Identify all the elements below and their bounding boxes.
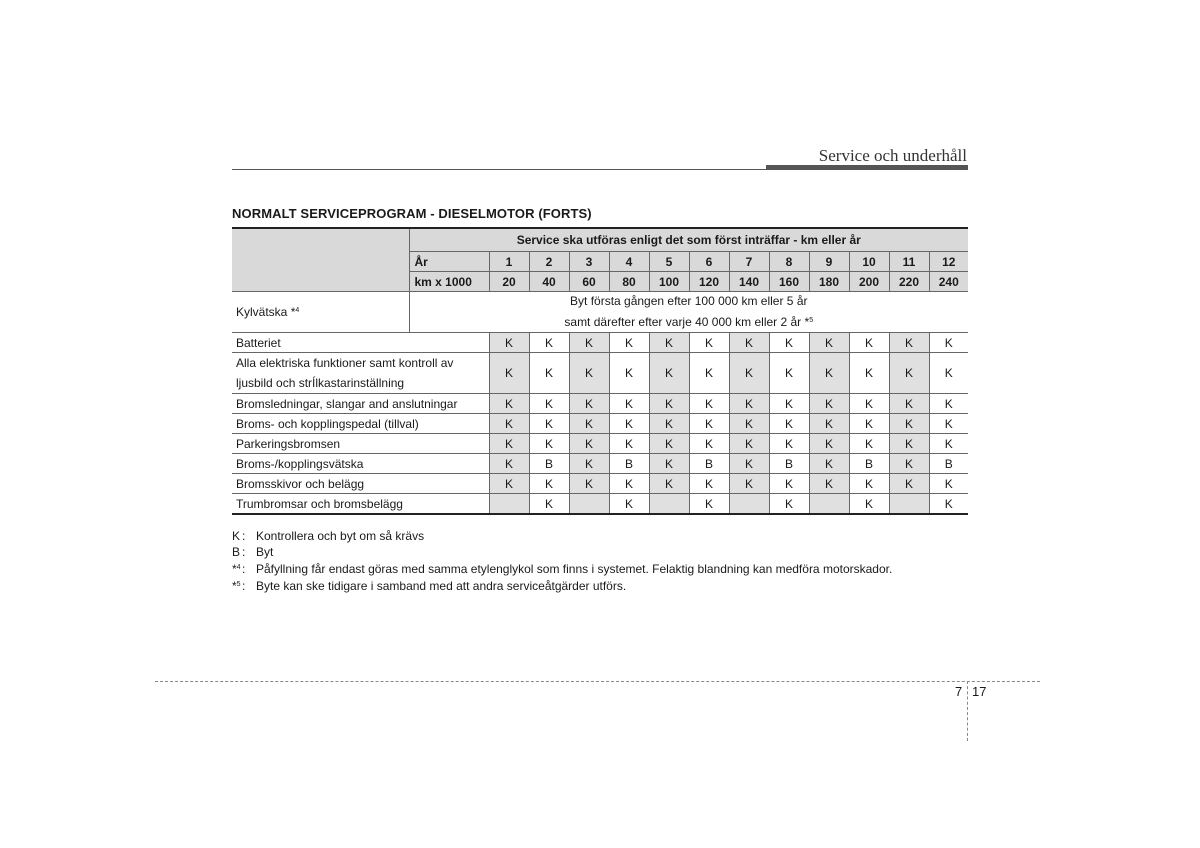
task-label bbox=[232, 353, 489, 394]
legend-text: Byt bbox=[256, 545, 274, 559]
year-header-cell: 9 bbox=[809, 252, 849, 272]
km-header-cell: 180 bbox=[809, 272, 849, 292]
interval-cell: K bbox=[569, 333, 609, 353]
interval-cell: K bbox=[609, 333, 649, 353]
interval-cell: K bbox=[489, 394, 529, 414]
interval-cell: K bbox=[809, 414, 849, 434]
km-header-cell: 160 bbox=[769, 272, 809, 292]
interval-cell: K bbox=[489, 414, 529, 434]
coolant-row bbox=[232, 292, 968, 333]
legend-colon: : bbox=[242, 562, 246, 576]
interval-cell: K bbox=[769, 414, 809, 434]
km-header-cell: 80 bbox=[609, 272, 649, 292]
interval-cell: K bbox=[569, 394, 609, 414]
interval-cell: K bbox=[529, 414, 569, 434]
interval-cell: K bbox=[849, 494, 889, 515]
legend bbox=[232, 528, 892, 594]
task-label-line: Trumbromsar och bromsbelägg bbox=[236, 496, 403, 511]
interval-cell: K bbox=[889, 414, 929, 434]
task-label-line: ljusbild och strÍlkastarinställning bbox=[236, 376, 405, 390]
interval-cell: K bbox=[649, 394, 689, 414]
interval-cell: K bbox=[809, 474, 849, 494]
interval-cell: K bbox=[849, 474, 889, 494]
interval-cell bbox=[809, 494, 849, 515]
km-header-cell: 40 bbox=[529, 272, 569, 292]
interval-cell: K bbox=[809, 333, 849, 353]
legend-text: Kontrollera och byt om så krävs bbox=[256, 529, 425, 543]
km-label: km x 1000 bbox=[409, 272, 489, 292]
interval-cell: K bbox=[729, 474, 769, 494]
interval-cell: K bbox=[529, 494, 569, 515]
table-row bbox=[232, 353, 968, 394]
interval-cell bbox=[729, 494, 769, 515]
interval-cell: K bbox=[929, 434, 968, 454]
footer-divider bbox=[967, 681, 968, 741]
task-label bbox=[232, 454, 489, 474]
coolant-label: Kylvätska bbox=[236, 305, 288, 319]
interval-cell: K bbox=[849, 394, 889, 414]
interval-cell: K bbox=[849, 414, 889, 434]
header-rule-accent bbox=[766, 165, 968, 170]
interval-cell: K bbox=[729, 414, 769, 434]
interval-cell: K bbox=[489, 474, 529, 494]
year-header-cell: 8 bbox=[769, 252, 809, 272]
interval-cell: K bbox=[769, 394, 809, 414]
interval-cell: K bbox=[889, 434, 929, 454]
interval-cell: K bbox=[489, 333, 529, 353]
legend-key bbox=[232, 560, 242, 577]
interval-cell: K bbox=[529, 353, 569, 394]
header-corner bbox=[232, 228, 409, 292]
interval-cell bbox=[569, 494, 609, 515]
coolant-text-line2-wrap: samt därefter efter varje 40 000 km eller 2 år *$^5$ bbox=[564, 315, 814, 329]
interval-cell: K bbox=[529, 394, 569, 414]
interval-cell: K bbox=[649, 333, 689, 353]
interval-cell: K bbox=[769, 434, 809, 454]
interval-cell: K bbox=[609, 353, 649, 394]
year-header-cell: 6 bbox=[689, 252, 729, 272]
footer-rule bbox=[155, 681, 1040, 682]
interval-cell: K bbox=[689, 414, 729, 434]
year-header-cell: 5 bbox=[649, 252, 689, 272]
legend-item bbox=[232, 560, 892, 577]
interval-cell: K bbox=[649, 434, 689, 454]
interval-cell: K bbox=[929, 394, 968, 414]
interval-cell: K bbox=[529, 474, 569, 494]
interval-cell: K bbox=[889, 333, 929, 353]
year-header-cell: 7 bbox=[729, 252, 769, 272]
task-label bbox=[232, 333, 489, 353]
legend-text: Byte kan ske tidigare i samband med att andra serviceåtgärder utförs. bbox=[256, 579, 627, 593]
chapter-number: 7 bbox=[955, 684, 963, 699]
interval-cell: K bbox=[689, 494, 729, 515]
interval-cell: K bbox=[729, 394, 769, 414]
interval-cell: K bbox=[929, 494, 968, 515]
year-header-cell: 1 bbox=[489, 252, 529, 272]
interval-cell: K bbox=[809, 353, 849, 394]
year-label: År bbox=[409, 252, 489, 272]
interval-cell: K bbox=[689, 474, 729, 494]
table-body bbox=[232, 228, 968, 514]
interval-cell: K bbox=[929, 333, 968, 353]
interval-cell: B bbox=[689, 454, 729, 474]
legend-text: Påfyllning får endast göras med samma etylenglykol som finns i systemet. Felaktig blandning kan medföra motorskador. bbox=[256, 562, 893, 576]
year-header-cell: 4 bbox=[609, 252, 649, 272]
interval-cell: K bbox=[529, 434, 569, 454]
interval-cell: K bbox=[689, 434, 729, 454]
coolant-label-cell: Kylvätska *$^4$ bbox=[232, 292, 409, 333]
interval-cell: K bbox=[649, 474, 689, 494]
year-header-cell: 3 bbox=[569, 252, 609, 272]
interval-cell: K bbox=[849, 434, 889, 454]
legend-item bbox=[232, 577, 892, 594]
legend-key-star: * bbox=[232, 562, 237, 576]
table-row bbox=[232, 394, 968, 414]
task-label bbox=[232, 414, 489, 434]
interval-cell: K bbox=[609, 474, 649, 494]
table-row bbox=[232, 474, 968, 494]
coolant-text-line1: Byt första gången efter 100 000 km eller 5 år bbox=[570, 294, 808, 308]
coolant-instructions bbox=[409, 292, 968, 333]
interval-cell bbox=[489, 494, 529, 515]
interval-cell: K bbox=[649, 353, 689, 394]
interval-cell: K bbox=[609, 494, 649, 515]
header-row-banner bbox=[232, 228, 968, 252]
legend-colon: : bbox=[242, 545, 246, 559]
interval-cell: K bbox=[609, 434, 649, 454]
km-header-cell: 20 bbox=[489, 272, 529, 292]
interval-cell: K bbox=[889, 353, 929, 394]
legend-item bbox=[232, 544, 892, 560]
interval-cell: K bbox=[849, 353, 889, 394]
table-row bbox=[232, 494, 968, 515]
interval-cell: K bbox=[649, 454, 689, 474]
legend-key-star: * bbox=[232, 579, 237, 593]
km-header-cell: 140 bbox=[729, 272, 769, 292]
interval-cell: K bbox=[649, 414, 689, 434]
legend-colon: : bbox=[242, 529, 246, 543]
interval-cell: K bbox=[729, 333, 769, 353]
year-header-cell: 11 bbox=[889, 252, 929, 272]
section-title: NORMALT SERVICEPROGRAM - DIESELMOTOR (FORTS) bbox=[232, 206, 592, 221]
table-row bbox=[232, 414, 968, 434]
interval-cell: K bbox=[729, 454, 769, 474]
task-label bbox=[232, 434, 489, 454]
coolant-text-ref: 5 bbox=[809, 317, 814, 324]
running-header: Service och underhåll bbox=[818, 146, 967, 165]
interval-cell: K bbox=[769, 474, 809, 494]
interval-cell: K bbox=[929, 414, 968, 434]
legend-key bbox=[232, 577, 242, 594]
task-label-line: Batteriet bbox=[236, 335, 281, 350]
interval-cell bbox=[649, 494, 689, 515]
legend-item bbox=[232, 528, 892, 544]
coolant-text-line2: samt därefter efter varje 40 000 km eller 2 år bbox=[564, 315, 802, 329]
interval-cell: K bbox=[729, 353, 769, 394]
year-header-cell: 12 bbox=[929, 252, 968, 272]
interval-cell: K bbox=[809, 394, 849, 414]
interval-cell: B bbox=[529, 454, 569, 474]
interval-cell: K bbox=[569, 414, 609, 434]
task-label bbox=[232, 494, 489, 515]
interval-cell: K bbox=[769, 494, 809, 515]
interval-cell: K bbox=[489, 434, 529, 454]
table-row bbox=[232, 333, 968, 353]
legend-colon: : bbox=[242, 579, 246, 593]
year-header-cell: 2 bbox=[529, 252, 569, 272]
interval-cell: K bbox=[769, 353, 809, 394]
interval-cell: K bbox=[569, 474, 609, 494]
legend-key: B bbox=[232, 545, 241, 559]
interval-cell bbox=[889, 494, 929, 515]
km-header-cell: 120 bbox=[689, 272, 729, 292]
task-label-line: Broms- och kopplingspedal (tillval) bbox=[236, 416, 419, 431]
interval-cell: K bbox=[569, 353, 609, 394]
table-row bbox=[232, 434, 968, 454]
interval-cell: K bbox=[929, 474, 968, 494]
km-header-cell: 240 bbox=[929, 272, 968, 292]
task-label-line: Broms-/kopplingsvätska bbox=[236, 456, 364, 471]
interval-cell: K bbox=[689, 333, 729, 353]
service-schedule-table bbox=[232, 227, 968, 515]
interval-cell: K bbox=[889, 394, 929, 414]
km-header-cell: 200 bbox=[849, 272, 889, 292]
legend-key-ref: 4 bbox=[236, 564, 241, 571]
interval-cell: K bbox=[889, 454, 929, 474]
interval-cell: K bbox=[529, 333, 569, 353]
km-header-cell: 100 bbox=[649, 272, 689, 292]
task-label-line: Bromsskivor och belägg bbox=[236, 476, 365, 491]
interval-cell: B bbox=[929, 454, 968, 474]
interval-cell: K bbox=[609, 394, 649, 414]
table-banner: Service ska utföras enligt det som först inträffar - km eller år bbox=[409, 228, 968, 252]
interval-cell: K bbox=[809, 434, 849, 454]
task-label-line: Alla elektriska funktioner samt kontroll av bbox=[236, 356, 454, 370]
year-header-cell: 10 bbox=[849, 252, 889, 272]
interval-cell: K bbox=[769, 333, 809, 353]
task-label-line: Parkeringsbromsen bbox=[236, 436, 341, 451]
interval-cell: K bbox=[849, 333, 889, 353]
km-header-cell: 220 bbox=[889, 272, 929, 292]
interval-cell: B bbox=[769, 454, 809, 474]
page-number: 17 bbox=[972, 684, 987, 699]
interval-cell: B bbox=[849, 454, 889, 474]
legend-key: K bbox=[232, 529, 241, 543]
legend-key-ref: 5 bbox=[236, 581, 241, 588]
interval-cell: K bbox=[489, 353, 529, 394]
interval-cell: K bbox=[689, 394, 729, 414]
km-header-cell: 60 bbox=[569, 272, 609, 292]
interval-cell: K bbox=[929, 353, 968, 394]
interval-cell: K bbox=[609, 414, 649, 434]
interval-cell: K bbox=[569, 434, 609, 454]
task-label-line: Bromsledningar, slangar and anslutningar bbox=[236, 396, 458, 411]
coolant-label-ref: 4 bbox=[295, 307, 300, 314]
interval-cell: B bbox=[609, 454, 649, 474]
interval-cell: K bbox=[809, 454, 849, 474]
interval-cell: K bbox=[729, 434, 769, 454]
interval-cell: K bbox=[489, 454, 529, 474]
interval-cell: K bbox=[689, 353, 729, 394]
task-label bbox=[232, 474, 489, 494]
interval-cell: K bbox=[569, 454, 609, 474]
interval-cell: K bbox=[889, 474, 929, 494]
table-row bbox=[232, 454, 968, 474]
header-rule bbox=[232, 169, 768, 170]
task-label bbox=[232, 394, 489, 414]
